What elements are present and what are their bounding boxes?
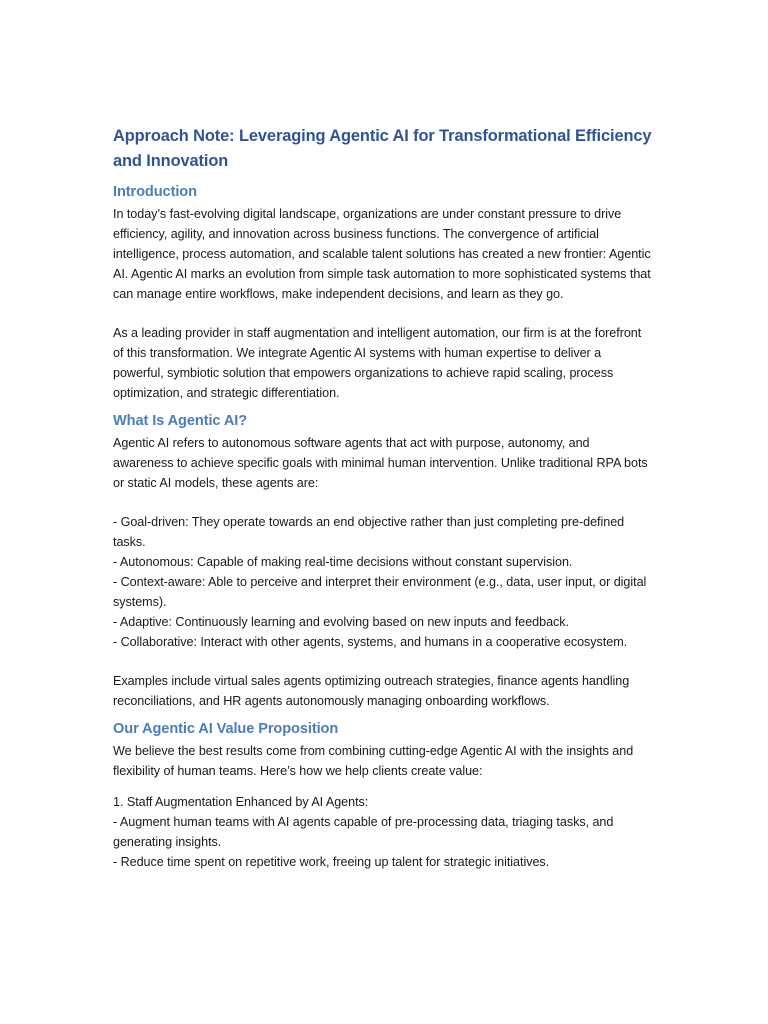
heading-what-is-agentic-ai: What Is Agentic AI? [113,413,248,429]
list-item: - Goal-driven: They operate towards an end objective rather than just completing pre-defined tasks. [113,515,625,549]
list-item: - Augment human teams with AI agents capable of pre-processing data, triaging tasks, and generating insights. [113,815,614,849]
value-prop-intro-paragraph: We believe the best results come from combining cutting-edge Agentic AI with the insights and flexibility of human teams. Here’s how we help clients create value: [113,744,634,778]
examples-paragraph: Examples include virtual sales agents optimizing outreach strategies, finance agents handling reconciliations, and HR agents autonomously managing onboarding workflows. [113,674,630,708]
list-item: - Adaptive: Continuously learning and evolving based on new inputs and feedback. [113,615,569,629]
staff-augmentation-list [113,812,653,872]
heading-introduction: Introduction [113,184,197,200]
list-item: - Reduce time spent on repetitive work, freeing up talent for strategic initiatives. [113,855,550,869]
list-item: - Autonomous: Capable of making real-time decisions without constant supervision. [113,555,573,569]
what-is-intro-paragraph: Agentic AI refers to autonomous software agents that act with purpose, autonomy, and awareness to achieve specific goals with minimal human intervention. Unlike traditional RPA bots or static AI models, these agents are: [113,436,648,490]
agent-traits-list [113,512,653,652]
intro-paragraph-1: In today’s fast-evolving digital landscape, organizations are under constant pressure to drive efficiency, agility, and innovation across business functions. The convergence of artificial intelligence, process automation, and scalable talent solutions has created a new frontier: Agentic AI. Agentic AI marks an evolution from simple task automation to more sophisticated systems that can manage entire workflows, make independent decisions, and learn as they go. [113,207,651,301]
document-page [113,124,653,872]
list-item: - Context-aware: Able to perceive and interpret their environment (e.g., data, user input, or digital systems). [113,575,647,609]
document-title: Approach Note: Leveraging Agentic AI for Transformational Efficiency and Innovation [113,127,652,170]
intro-paragraph-2: As a leading provider in staff augmentation and intelligent automation, our firm is at the forefront of this transformation. We integrate Agentic AI systems with human expertise to deliver a powerful, symbiotic solution that empowers organizations to achieve rapid scaling, process optimization, and strategic differentiation. [113,326,642,400]
staff-augmentation-item-title: 1. Staff Augmentation Enhanced by AI Agents: [113,795,369,809]
heading-value-proposition: Our Agentic AI Value Proposition [113,721,339,737]
list-item: - Collaborative: Interact with other agents, systems, and humans in a cooperative ecosystem. [113,635,628,649]
